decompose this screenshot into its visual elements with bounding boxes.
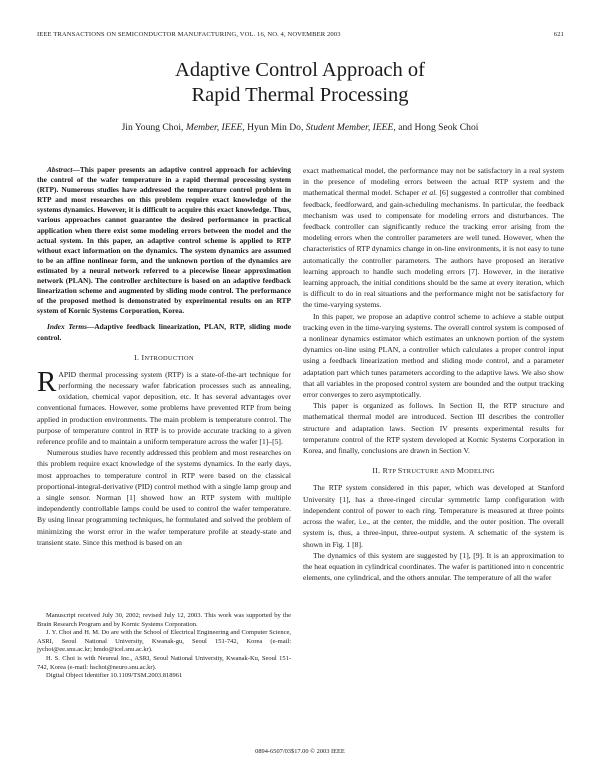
footnote-doi: Digital Object Identifier 10.1109/TSM.2003.818961: [46, 672, 183, 680]
author-2: , Hyun Min Do,: [242, 122, 306, 133]
copyright-line: 0894-6507/03$17.00 © 2003 IEEE: [255, 748, 345, 755]
footnote-affiliation-2: H. S. Choi is with Neureal Inc., ASRI, Seoul National University, Kwanak-Ku, Seoul 151-742, Korea (e-mail: hschoi@neuro.snu.ac.kr).: [37, 654, 291, 671]
section-heading-rtp-structure: [303, 465, 564, 477]
math-n: n: [526, 561, 531, 571]
footnotes: [37, 612, 291, 681]
abstract-lead: Abstract: [47, 165, 73, 174]
intro-paragraph-1: [37, 365, 291, 447]
section-smallcaps: ODELING: [464, 468, 495, 476]
author-list: [0, 122, 600, 133]
author-1-role: Member, IEEE: [185, 122, 243, 133]
section-numeral: II.: [372, 466, 383, 476]
right-paragraph-4: The RTP system considered in this paper, which was developed at Stanford University [1], has a three-ringed circular symmetric lamp configuration with independent control of power to each ring. Temperature is measured at three points across the wafer, i.e., at the center, the middle, and the outer position. The overall system is, thus, a three-input, three-output system. A schematic of the system is shown in Fig. 1 [8].: [303, 483, 564, 549]
running-header: [37, 31, 564, 43]
journal-title: IEEE TRANSACTIONS ON SEMICONDUCTOR MANUFACTURING, VOL. 16, NO. 4, NOVEMBER 2003: [37, 31, 341, 38]
section-initial: I: [141, 352, 145, 362]
paper-title: [0, 58, 600, 108]
right-p5-pre: The dynamics of this system are suggested by [1], [9]. It is an approximation to the heat equation in cylindrical coordinates. The wafer is partitioned into: [303, 550, 564, 571]
abstract-text: —This paper presents an adaptive control approach for achieving the control of the wafer temperature in a rapid thermal processing system (RTP). Numerous studies have addressed the temperature control problem in RTP and most researches on this problem require exact knowledge of the systems dynamics. However, it is difficult to acquire this exact knowledge. Thus, various approaches cannot guarantee the desired performance in practical application when there exist some modeling errors between the model and the actual system. In this paper, an adaptive control scheme is applied to RTP without exact information on the dynamics. The system dynamics are assumed to be an affine nonlinear form, and the unknown portion of the dynamics are estimated by a neural network referred to a piecewise linear approximation network (PLAN). The controller architecture is based on an adaptive feedback linearization scheme and augmented by sliding mode control. The performance of the proposed method is demonstrated by experimental results on an RTP system of Kornic Systems Corporation, Korea.: [37, 165, 291, 316]
section-initial: M: [456, 466, 465, 476]
right-paragraph-2: In this paper, we propose an adaptive control scheme to achieve a stable output tracking even in the time-varying systems. The overall control system is composed of a nonlinear dynamics estimator which estimates an unknown portion of the system dynamics on-line using PLAN, a controller which calculates a proper control input using a feedback linearization method and sliding mode control, and a parameter adaptation part which tunes parameters according to the adaptive laws. We also show that all variables in the proposed control system are bounded and the output tracking error converges to zero asymptotically.: [303, 311, 564, 400]
section-smallcaps: TP: [388, 468, 398, 476]
title-line-2: Rapid Thermal Processing: [191, 84, 409, 106]
left-column: [37, 165, 291, 548]
right-p5-post: concentric elements, one cylindrical, and the others annular. The temperature of all the wafer: [303, 561, 564, 583]
section-initial: R: [382, 466, 389, 476]
index-terms-lead: Index Terms: [47, 322, 87, 332]
author-3: , and Hong Seok Choi: [393, 122, 479, 133]
right-p1-pre: exact mathematical model, the performance may not be satisfactory in a real system in the presence of modeling errors between the actual RTP system and the mathematical thermal model. Schaper: [303, 166, 564, 198]
index-terms: [37, 322, 291, 342]
title-line-1: Adaptive Control Approach of: [175, 59, 425, 81]
right-paragraph-5: [303, 550, 564, 584]
intro-paragraph-2: Numerous studies have recently addressed this problem and most researches on this problem require exact knowledge of the systems dynamics. In the early days, most approaches to temperature control in RTP were based on the classical proportional-integral-derivative (PID) control method with a single lamp group and a single sensor. Norman [1] showed how an RTP system with multiple independently controllable lamps could be used to control the wafer temperature. By using linear programming techniques, he formulated and solved the problem of minimizing the worst error in the wafer temperature profile at steady-state and transient state. Since this method is based on an: [37, 448, 291, 547]
index-terms-text: —Adaptive feedback linearization, PLAN, RTP, sliding mode control.: [37, 322, 291, 342]
abstract: [37, 165, 291, 316]
page-number: 621: [553, 31, 564, 38]
footnote-affiliation-1: J. Y. Choi and H. M. Do are with the School of Electrical Engineering and Computer Science, ASRI, Seoul National University, Kwanak-gu, Seoul 151-742, Korea (e-mail: jychoi@ee.snu.ac.kr; hmdo@icel.snu.ac.kr).: [37, 629, 291, 654]
section-initial: S: [397, 466, 403, 476]
right-column: [303, 165, 564, 583]
right-p1-etal: et al.: [421, 188, 438, 198]
section-smallcaps: NTRODUCTION: [144, 354, 194, 362]
drop-cap: R: [37, 365, 57, 398]
right-p1-post: [6] suggested a controller that combined feedback, feedforward, and gain-scheduling mechanisms. In particular, the feedback mechanism was used to compensate for modeling errors and disturbances. The feedback controller can significantly reduce the tracking error arising from the modeling errors when the controller parameters are well tuned. However, when the characteristics of RTP dynamics change in on-line environments, it is not easy to tune automatically the controller parameters. The authors have proposed an iterative learning approach to handle such modeling errors [7]. However, in the iterative learning approach, the initial conditions should be the same at every iteration, which is difficult to do in real situations and the performance might not be satisfactory for the time-varying systems.: [303, 188, 565, 310]
right-paragraph-1: [303, 165, 564, 311]
section-numeral: I.: [134, 352, 142, 362]
author-2-role: Student Member, IEEE: [305, 122, 394, 133]
right-paragraph-3: This paper is organized as follows. In Section II, the RTP structure and mathematical thermal model are introduced. Section III describes the controller structure and adaptation laws. Section IV presents experimental results for temperature control of the RTP system developed at Kornic Systems Corporation in Korea, and finally, conclusions are drawn in Section V.: [303, 401, 564, 456]
author-1: Jin Young Choi,: [121, 122, 186, 133]
section-heading-introduction: [37, 352, 291, 364]
footnote-manuscript: Manuscript received July 30, 2002; revised July 12, 2003. This work was supported by the Brain Research Program and by Kornic Systems Corporation.: [37, 612, 291, 628]
intro-p1-text: APID thermal processing system (RTP) is a state-of-the-art technique for performing the necessary wafer fabrication processes such as annealing, oxidation, chemical vapor deposition, etc. It has several advantages over conventional furnaces. However, some problems have prevented RTP from being applied in production environments. The main problem is temperature control. The purpose of temperature control in RTP is to provide accurate tracking to a given reference profile and to maintain a uniform temperature across the wafer [1]–[5].: [37, 369, 291, 447]
section-smallcaps: TRUCTURE AND: [402, 468, 457, 476]
